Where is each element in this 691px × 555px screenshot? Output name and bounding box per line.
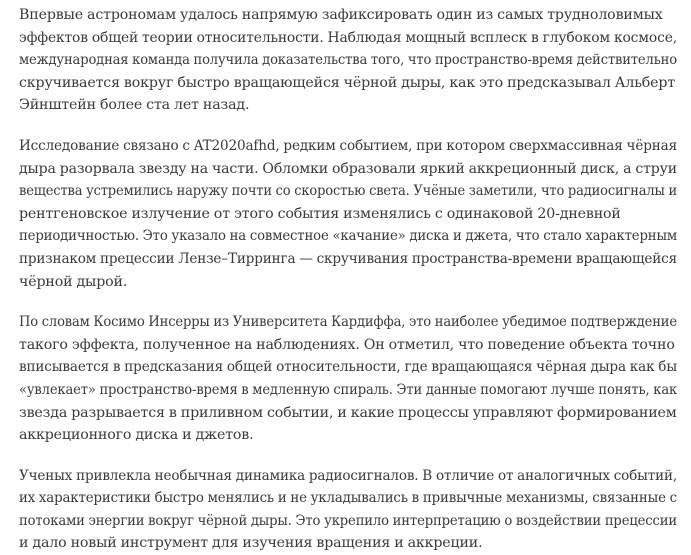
paragraph-line: вписывается в предсказания общей относительности, где вращающаяся чёрная дыра как бы: [19, 359, 678, 376]
paragraph-line: Исследование связано с AT2020afhd, редким событием, при котором сверхмассивная чёрная: [19, 137, 677, 154]
paragraph-line: международная команда получила доказательства того, что пространство-время действительно: [19, 52, 677, 69]
paragraph-line: рентгеновское излучение от этого события изменялись с одинаковой 20-дневной: [19, 205, 621, 222]
paragraph-line: По словам Косимо Инсерры из Университета Кардиффа, это наиболее убедимое подтверждение: [19, 314, 677, 331]
paragraph-3: [19, 311, 677, 447]
paragraph-line: эффектов общей теории относительности. Наблюдая мощный всплеск в глубоком космосе,: [19, 29, 678, 46]
paragraph-1: [19, 4, 677, 117]
paragraph-4: [19, 465, 677, 555]
paragraph-line: их характеристики быстро менялись и не укладывались в привычные механизмы, связанные с: [19, 490, 677, 507]
paragraph-2: [19, 135, 677, 293]
paragraph-line: звезда разрывается в приливном событии, и какие процессы управляют формированием: [19, 404, 677, 421]
paragraph-line: вещества устремились наружу почти со скоростью света. Учёные заметили, что радиосигналы и: [19, 183, 678, 200]
paragraph-line: такого эффекта, полученное на наблюдениях. Он отметил, что поведение объекта точно: [19, 336, 675, 353]
paragraph-line: Впервые астрономам удалось напрямую зафиксировать один из самых трудноловимых: [19, 7, 663, 23]
paragraph-line: Эйнштейн более ста лет назад.: [19, 97, 250, 114]
paragraph-line: аккреционного диска и джетов.: [19, 427, 254, 444]
paragraph-line: «увлекает» пространство-время в медленную спираль. Эти данные помогают лучше понять, как: [19, 381, 678, 398]
paragraph-line: Ученых привлекла необычная динамика радиосигналов. В отличие от аналогичных событий,: [19, 467, 677, 484]
paragraph-line: и дало новый инструмент для изучения вращения и аккреции.: [19, 535, 483, 552]
paragraph-line: дыра разорвала звезду на части. Обломки образовали яркий аккреционный диск, а струи: [19, 160, 678, 177]
paragraph-line: потоками энергии вокруг чёрной дыры. Это укрепило интерпретацию о воздействии прецессии: [19, 512, 678, 529]
paragraph-line: чёрной дырой.: [19, 273, 128, 290]
paragraph-line: периодичностью. Это указало на совместное «качание» диска и джета, что стало характерным: [19, 228, 677, 245]
paragraph-line: признаком прецессии Лензе–Тирринга — скручивания пространства-времени вращающейся: [19, 250, 678, 267]
paragraph-line: скручивается вокруг быстро вращающейся чёрной дыры, как это предсказывал Альберт: [19, 74, 676, 91]
